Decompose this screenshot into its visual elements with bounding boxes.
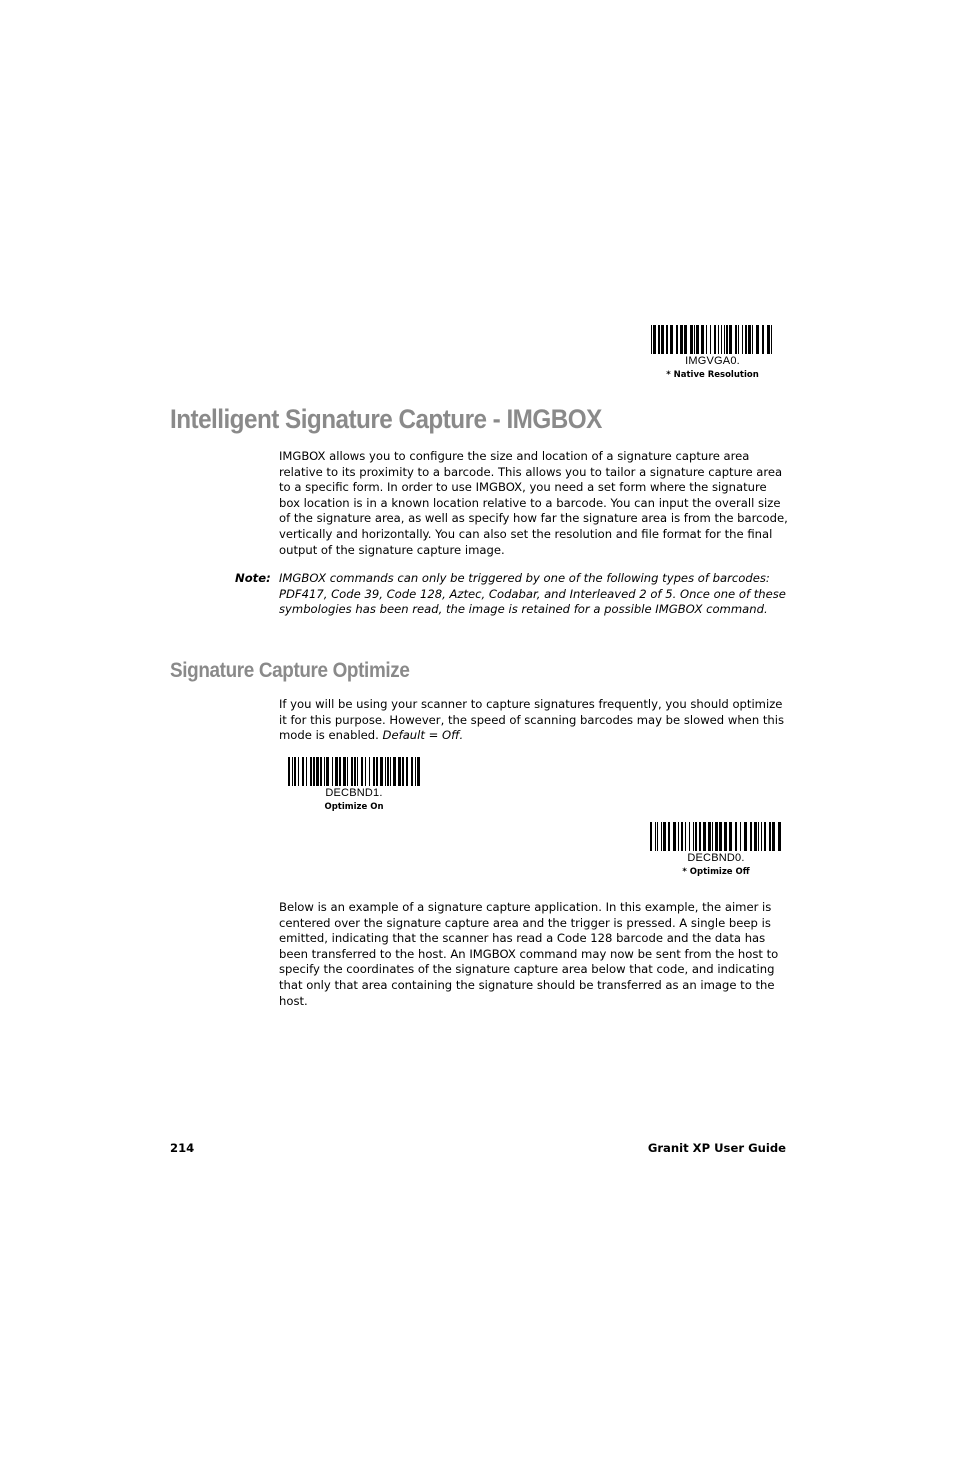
barcode-bar bbox=[695, 822, 697, 851]
barcode-bar bbox=[310, 757, 312, 786]
barcode-bar bbox=[769, 822, 771, 851]
barcode-code-text: DECBND0. bbox=[687, 852, 745, 864]
barcode-caption: * Optimize Off bbox=[682, 867, 750, 877]
barcode-bar bbox=[658, 325, 660, 354]
barcode-bar bbox=[762, 325, 764, 354]
barcode-bar bbox=[398, 757, 401, 786]
barcode-bar bbox=[745, 325, 747, 354]
optimize-body-text: If you will be using your scanner to capture signatures frequently, you should optimize it for this purpose. However, the speed of scanning barcodes may be slowed when this mode is enabled. bbox=[279, 697, 785, 743]
barcode-bar bbox=[320, 757, 322, 786]
barcode-bar bbox=[288, 757, 290, 786]
barcode-bar bbox=[402, 757, 404, 786]
optimize-paragraph bbox=[279, 697, 791, 744]
barcode-bar bbox=[724, 822, 727, 851]
barcode-bar bbox=[689, 822, 690, 851]
barcode-bar bbox=[339, 757, 341, 786]
barcode-bar bbox=[302, 757, 304, 786]
barcode-bar bbox=[729, 325, 732, 354]
barcode-bar bbox=[324, 757, 325, 786]
barcode-bar bbox=[694, 325, 695, 354]
barcode-bar bbox=[651, 325, 652, 354]
barcode-bar bbox=[758, 822, 759, 851]
barcode-image bbox=[288, 757, 420, 786]
barcode-bar bbox=[756, 325, 759, 354]
barcode-bar bbox=[681, 822, 683, 851]
barcode-bar bbox=[742, 325, 743, 354]
barcode-bar bbox=[676, 325, 678, 354]
barcode-bar bbox=[761, 822, 762, 851]
barcode-bar bbox=[369, 757, 370, 786]
barcode-bar bbox=[326, 757, 329, 786]
barcode-bar bbox=[735, 822, 737, 851]
barcode-bar bbox=[655, 822, 656, 851]
default-value-text: Default = Off. bbox=[382, 728, 464, 743]
barcode-bar bbox=[298, 757, 299, 786]
barcode-optimize-off bbox=[643, 822, 789, 878]
barcode-native-resolution bbox=[640, 325, 785, 381]
barcode-bar bbox=[764, 822, 766, 851]
barcode-bar bbox=[703, 822, 706, 851]
barcode-bar bbox=[357, 757, 358, 786]
barcode-bar bbox=[706, 325, 707, 354]
barcode-bar bbox=[663, 822, 666, 851]
barcode-bar bbox=[735, 325, 737, 354]
note-text: IMGBOX commands can only be triggered by one of the following types of barcodes: PDF417, Code 39, Code 128, Aztec, Codabar, and Interleaved 2 of 5. Once one of these symbologies has been read, the image is retained for a possible IMGBOX command. bbox=[279, 571, 786, 617]
barcode-bar bbox=[668, 822, 670, 851]
barcode-bar bbox=[390, 757, 391, 786]
barcode-code-text: IMGVGA0. bbox=[685, 355, 740, 367]
page-number: 214 bbox=[170, 1141, 195, 1155]
barcode-bar bbox=[771, 325, 772, 354]
barcode-bar bbox=[650, 822, 652, 851]
barcode-bar bbox=[670, 325, 673, 354]
barcode-bar bbox=[690, 325, 693, 354]
barcode-bar bbox=[712, 822, 713, 851]
barcode-code-text: DECBND1. bbox=[325, 787, 383, 799]
section-title: Intelligent Signature Capture - IMGBOX bbox=[170, 404, 602, 434]
barcode-bar bbox=[740, 822, 741, 851]
barcode-bar bbox=[721, 325, 722, 354]
barcode-bar bbox=[347, 757, 348, 786]
barcode-bar bbox=[380, 757, 383, 786]
guide-title: Granit XP User Guide bbox=[647, 1141, 786, 1155]
barcode-bar bbox=[332, 757, 333, 786]
barcode-bar bbox=[699, 822, 701, 851]
barcode-bar bbox=[726, 325, 728, 354]
barcode-bar bbox=[365, 757, 366, 786]
barcode-bar bbox=[653, 325, 656, 354]
barcode-bar bbox=[752, 325, 753, 354]
barcode-bar bbox=[680, 325, 683, 354]
barcode-bar bbox=[696, 325, 699, 354]
barcode-bar bbox=[724, 325, 725, 354]
barcode-bar bbox=[335, 757, 338, 786]
barcode-bar bbox=[772, 822, 775, 851]
barcode-bar bbox=[657, 822, 658, 851]
barcode-bar bbox=[719, 822, 722, 851]
note-label: Note: bbox=[235, 571, 271, 585]
barcode-bar bbox=[666, 325, 668, 354]
barcode-bar bbox=[678, 822, 679, 851]
barcode-bar bbox=[754, 822, 757, 851]
barcode-bar bbox=[406, 757, 408, 786]
barcode-optimize-on bbox=[281, 757, 427, 813]
barcode-bar bbox=[294, 757, 296, 786]
subsection-title: Signature Capture Optimize bbox=[170, 659, 410, 682]
barcode-bar bbox=[778, 822, 781, 851]
barcode-bar bbox=[313, 757, 315, 786]
barcode-caption: * Native Resolution bbox=[666, 370, 759, 380]
barcode-bar bbox=[750, 822, 752, 851]
barcode-bar bbox=[376, 757, 378, 786]
barcode-bar bbox=[738, 325, 739, 354]
barcode-bar bbox=[411, 757, 413, 786]
barcode-bar bbox=[343, 757, 346, 786]
barcode-image bbox=[650, 822, 782, 851]
barcode-bar bbox=[708, 822, 711, 851]
barcode-bar bbox=[767, 325, 770, 354]
barcode-bar bbox=[292, 757, 293, 786]
barcode-bar bbox=[354, 757, 356, 786]
barcode-bar bbox=[415, 757, 416, 786]
barcode-bar bbox=[714, 325, 716, 354]
barcode-caption: Optimize On bbox=[324, 802, 384, 812]
barcode-bar bbox=[710, 325, 711, 354]
barcode-image bbox=[651, 325, 775, 354]
intro-paragraph: IMGBOX allows you to configure the size and location of a signature capture area relative to its proximity to a barcode. This allows you to tailor a signature capture area to a specific form. In order to use IMGBOX, you need a set form where the signature box location is in a known location relative to a barcode. You can input the overall size of the signature area, as well as specify how far the signature area is from the barcode, vertically and horizontally. You can also set the resolution and file format for the final output of the signature capture image. bbox=[279, 449, 788, 557]
barcode-bar bbox=[351, 757, 353, 786]
barcode-bar bbox=[729, 822, 732, 851]
barcode-bar bbox=[417, 757, 420, 786]
barcode-bar bbox=[748, 325, 751, 354]
barcode-bar bbox=[393, 757, 396, 786]
barcode-bar bbox=[661, 822, 662, 851]
barcode-bar bbox=[744, 822, 747, 851]
barcode-bar bbox=[361, 757, 363, 786]
barcode-bar bbox=[673, 822, 676, 851]
barcode-bar bbox=[316, 757, 319, 786]
example-paragraph: Below is an example of a signature capture application. In this example, the aimer is centered over the signature capture area and the trigger is pressed. A single beep is emitted, indicating that the scanner has read a Code 128 barcode and the data has been transferred to the host. An IMGBOX command may now be sent from the host to specify the coordinates of the signature capture area below that code, and indicating that only that area containing the signature should be transferred as an image to the host. bbox=[279, 900, 779, 1008]
barcode-bar bbox=[685, 822, 686, 851]
barcode-bar bbox=[684, 325, 687, 354]
barcode-bar bbox=[715, 822, 718, 851]
barcode-bar bbox=[306, 757, 307, 786]
barcode-bar bbox=[701, 325, 704, 354]
barcode-bar bbox=[661, 325, 664, 354]
barcode-bar bbox=[385, 757, 386, 786]
barcode-bar bbox=[693, 822, 694, 851]
barcode-bar bbox=[387, 757, 389, 786]
barcode-bar bbox=[373, 757, 375, 786]
barcode-bar bbox=[718, 325, 719, 354]
